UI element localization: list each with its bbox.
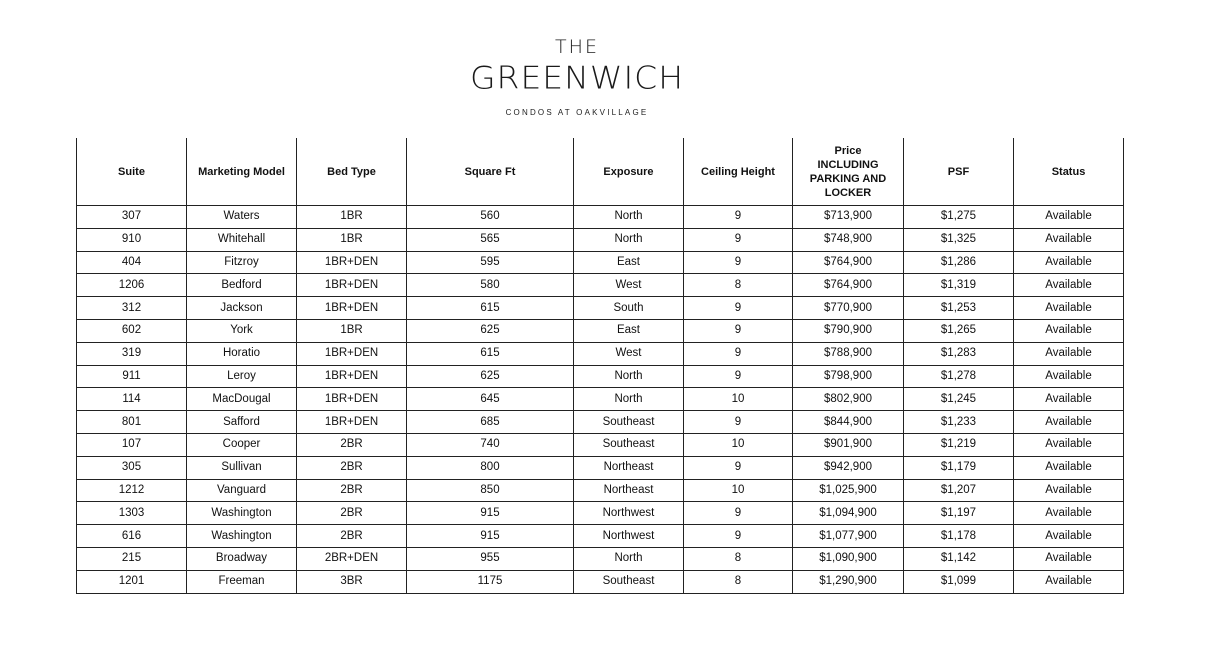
table-row (77, 525, 1124, 548)
cell-marketing-model: Vanguard (187, 479, 297, 502)
cell-suite: 215 (77, 547, 187, 570)
cell-status: Available (1014, 228, 1124, 251)
cell-bed-type: 1BR+DEN (297, 274, 407, 297)
cell-psf: $1,178 (904, 525, 1014, 548)
header-ceiling-height: Ceiling Height (684, 138, 793, 206)
cell-bed-type: 2BR+DEN (297, 547, 407, 570)
cell-ceiling-height: 10 (684, 388, 793, 411)
cell-suite: 305 (77, 456, 187, 479)
cell-psf: $1,233 (904, 411, 1014, 434)
cell-price: $770,900 (793, 297, 904, 320)
cell-ceiling-height: 10 (684, 433, 793, 456)
cell-price: $1,094,900 (793, 502, 904, 525)
cell-marketing-model: Horatio (187, 342, 297, 365)
cell-suite: 1212 (77, 479, 187, 502)
cell-suite: 911 (77, 365, 187, 388)
cell-ceiling-height: 9 (684, 228, 793, 251)
cell-status: Available (1014, 411, 1124, 434)
cell-exposure: Northeast (574, 479, 684, 502)
cell-ceiling-height: 9 (684, 206, 793, 229)
cell-bed-type: 2BR (297, 502, 407, 525)
cell-psf: $1,099 (904, 570, 1014, 593)
cell-psf: $1,325 (904, 228, 1014, 251)
cell-marketing-model: Cooper (187, 433, 297, 456)
cell-psf: $1,142 (904, 547, 1014, 570)
cell-suite: 312 (77, 297, 187, 320)
cell-status: Available (1014, 365, 1124, 388)
cell-marketing-model: Jackson (187, 297, 297, 320)
cell-status: Available (1014, 319, 1124, 342)
cell-status: Available (1014, 297, 1124, 320)
cell-square-ft: 915 (407, 525, 574, 548)
cell-marketing-model: Whitehall (187, 228, 297, 251)
table-row (77, 206, 1124, 229)
table-body (77, 206, 1124, 594)
cell-price: $764,900 (793, 251, 904, 274)
cell-bed-type: 1BR+DEN (297, 251, 407, 274)
cell-price: $1,290,900 (793, 570, 904, 593)
cell-bed-type: 1BR (297, 228, 407, 251)
cell-square-ft: 615 (407, 297, 574, 320)
cell-price: $942,900 (793, 456, 904, 479)
cell-ceiling-height: 9 (684, 411, 793, 434)
logo-tagline: CONDOS AT OAKVILLAGE (505, 108, 649, 117)
cell-square-ft: 580 (407, 274, 574, 297)
cell-exposure: West (574, 274, 684, 297)
cell-square-ft: 645 (407, 388, 574, 411)
cell-price: $764,900 (793, 274, 904, 297)
cell-price: $844,900 (793, 411, 904, 434)
cell-square-ft: 565 (407, 228, 574, 251)
cell-psf: $1,197 (904, 502, 1014, 525)
cell-square-ft: 625 (407, 365, 574, 388)
cell-marketing-model: Sullivan (187, 456, 297, 479)
cell-price: $798,900 (793, 365, 904, 388)
cell-exposure: East (574, 319, 684, 342)
table-row (77, 228, 1124, 251)
cell-psf: $1,207 (904, 479, 1014, 502)
cell-bed-type: 2BR (297, 433, 407, 456)
cell-marketing-model: Leroy (187, 365, 297, 388)
cell-psf: $1,265 (904, 319, 1014, 342)
cell-suite: 801 (77, 411, 187, 434)
brand-logo (0, 36, 1154, 118)
cell-suite: 910 (77, 228, 187, 251)
cell-bed-type: 2BR (297, 525, 407, 548)
cell-suite: 1201 (77, 570, 187, 593)
cell-price: $790,900 (793, 319, 904, 342)
cell-ceiling-height: 9 (684, 342, 793, 365)
table-row (77, 411, 1124, 434)
cell-ceiling-height: 8 (684, 547, 793, 570)
cell-psf: $1,179 (904, 456, 1014, 479)
cell-status: Available (1014, 388, 1124, 411)
cell-psf: $1,278 (904, 365, 1014, 388)
cell-marketing-model: Washington (187, 502, 297, 525)
cell-exposure: Northwest (574, 502, 684, 525)
cell-square-ft: 800 (407, 456, 574, 479)
cell-suite: 616 (77, 525, 187, 548)
table-row (77, 456, 1124, 479)
cell-exposure: Northeast (574, 456, 684, 479)
cell-marketing-model: Waters (187, 206, 297, 229)
table-row (77, 297, 1124, 320)
cell-marketing-model: Fitzroy (187, 251, 297, 274)
cell-status: Available (1014, 479, 1124, 502)
cell-suite: 1206 (77, 274, 187, 297)
cell-psf: $1,245 (904, 388, 1014, 411)
cell-ceiling-height: 9 (684, 319, 793, 342)
cell-square-ft: 560 (407, 206, 574, 229)
cell-ceiling-height: 9 (684, 456, 793, 479)
cell-marketing-model: Broadway (187, 547, 297, 570)
cell-square-ft: 955 (407, 547, 574, 570)
cell-status: Available (1014, 456, 1124, 479)
cell-square-ft: 615 (407, 342, 574, 365)
header-bed-type: Bed Type (297, 138, 407, 206)
cell-exposure: Southeast (574, 433, 684, 456)
cell-square-ft: 625 (407, 319, 574, 342)
cell-square-ft: 1175 (407, 570, 574, 593)
cell-suite: 319 (77, 342, 187, 365)
cell-price: $1,025,900 (793, 479, 904, 502)
table-row (77, 251, 1124, 274)
cell-price: $802,900 (793, 388, 904, 411)
cell-price: $1,077,900 (793, 525, 904, 548)
header-price-label: Price (834, 144, 862, 157)
cell-exposure: North (574, 228, 684, 251)
logo-the-text: THE (555, 36, 599, 58)
header-price (793, 138, 904, 206)
cell-suite: 404 (77, 251, 187, 274)
cell-bed-type: 1BR+DEN (297, 388, 407, 411)
cell-exposure: North (574, 388, 684, 411)
cell-price: $713,900 (793, 206, 904, 229)
cell-status: Available (1014, 547, 1124, 570)
header-square-ft: Square Ft (407, 138, 574, 206)
cell-bed-type: 1BR+DEN (297, 342, 407, 365)
cell-bed-type: 2BR (297, 456, 407, 479)
table-row (77, 570, 1124, 593)
cell-price: $901,900 (793, 433, 904, 456)
table-row (77, 388, 1124, 411)
cell-ceiling-height: 9 (684, 297, 793, 320)
table-row (77, 547, 1124, 570)
cell-psf: $1,286 (904, 251, 1014, 274)
cell-square-ft: 850 (407, 479, 574, 502)
table-row (77, 433, 1124, 456)
cell-price: $748,900 (793, 228, 904, 251)
cell-suite: 602 (77, 319, 187, 342)
cell-exposure: West (574, 342, 684, 365)
cell-bed-type: 3BR (297, 570, 407, 593)
cell-status: Available (1014, 525, 1124, 548)
table-row (77, 342, 1124, 365)
table-row (77, 274, 1124, 297)
cell-suite: 1303 (77, 502, 187, 525)
table-row (77, 479, 1124, 502)
header-price-note: INCLUDING PARKING AND LOCKER (809, 158, 887, 199)
cell-marketing-model: York (187, 319, 297, 342)
cell-psf: $1,275 (904, 206, 1014, 229)
table-row (77, 502, 1124, 525)
cell-status: Available (1014, 206, 1124, 229)
cell-bed-type: 1BR+DEN (297, 411, 407, 434)
cell-exposure: Southeast (574, 570, 684, 593)
cell-ceiling-height: 9 (684, 365, 793, 388)
cell-square-ft: 740 (407, 433, 574, 456)
cell-square-ft: 685 (407, 411, 574, 434)
cell-psf: $1,219 (904, 433, 1014, 456)
cell-marketing-model: Safford (187, 411, 297, 434)
cell-square-ft: 915 (407, 502, 574, 525)
cell-ceiling-height: 9 (684, 502, 793, 525)
cell-marketing-model: MacDougal (187, 388, 297, 411)
cell-ceiling-height: 10 (684, 479, 793, 502)
cell-status: Available (1014, 342, 1124, 365)
cell-bed-type: 1BR+DEN (297, 365, 407, 388)
cell-bed-type: 2BR (297, 479, 407, 502)
cell-ceiling-height: 8 (684, 570, 793, 593)
cell-exposure: North (574, 365, 684, 388)
cell-suite: 114 (77, 388, 187, 411)
header-suite: Suite (77, 138, 187, 206)
cell-psf: $1,253 (904, 297, 1014, 320)
cell-suite: 307 (77, 206, 187, 229)
cell-bed-type: 1BR (297, 319, 407, 342)
cell-bed-type: 1BR+DEN (297, 297, 407, 320)
cell-exposure: East (574, 251, 684, 274)
cell-psf: $1,319 (904, 274, 1014, 297)
cell-ceiling-height: 9 (684, 251, 793, 274)
table-header-row (77, 138, 1124, 206)
cell-price: $1,090,900 (793, 547, 904, 570)
cell-status: Available (1014, 570, 1124, 593)
cell-marketing-model: Freeman (187, 570, 297, 593)
cell-exposure: Northwest (574, 525, 684, 548)
header-psf: PSF (904, 138, 1014, 206)
table-row (77, 365, 1124, 388)
header-marketing-model: Marketing Model (187, 138, 297, 206)
cell-marketing-model: Washington (187, 525, 297, 548)
cell-exposure: South (574, 297, 684, 320)
cell-ceiling-height: 8 (684, 274, 793, 297)
cell-status: Available (1014, 251, 1124, 274)
header-status: Status (1014, 138, 1124, 206)
cell-psf: $1,283 (904, 342, 1014, 365)
cell-suite: 107 (77, 433, 187, 456)
cell-exposure: Southeast (574, 411, 684, 434)
cell-status: Available (1014, 433, 1124, 456)
logo-name-text: GREENWICH (469, 59, 685, 97)
cell-bed-type: 1BR (297, 206, 407, 229)
cell-status: Available (1014, 274, 1124, 297)
cell-exposure: North (574, 206, 684, 229)
cell-price: $788,900 (793, 342, 904, 365)
cell-status: Available (1014, 502, 1124, 525)
suite-availability-table (76, 138, 1124, 594)
cell-marketing-model: Bedford (187, 274, 297, 297)
header-exposure: Exposure (574, 138, 684, 206)
cell-square-ft: 595 (407, 251, 574, 274)
cell-ceiling-height: 9 (684, 525, 793, 548)
cell-exposure: North (574, 547, 684, 570)
table-row (77, 319, 1124, 342)
